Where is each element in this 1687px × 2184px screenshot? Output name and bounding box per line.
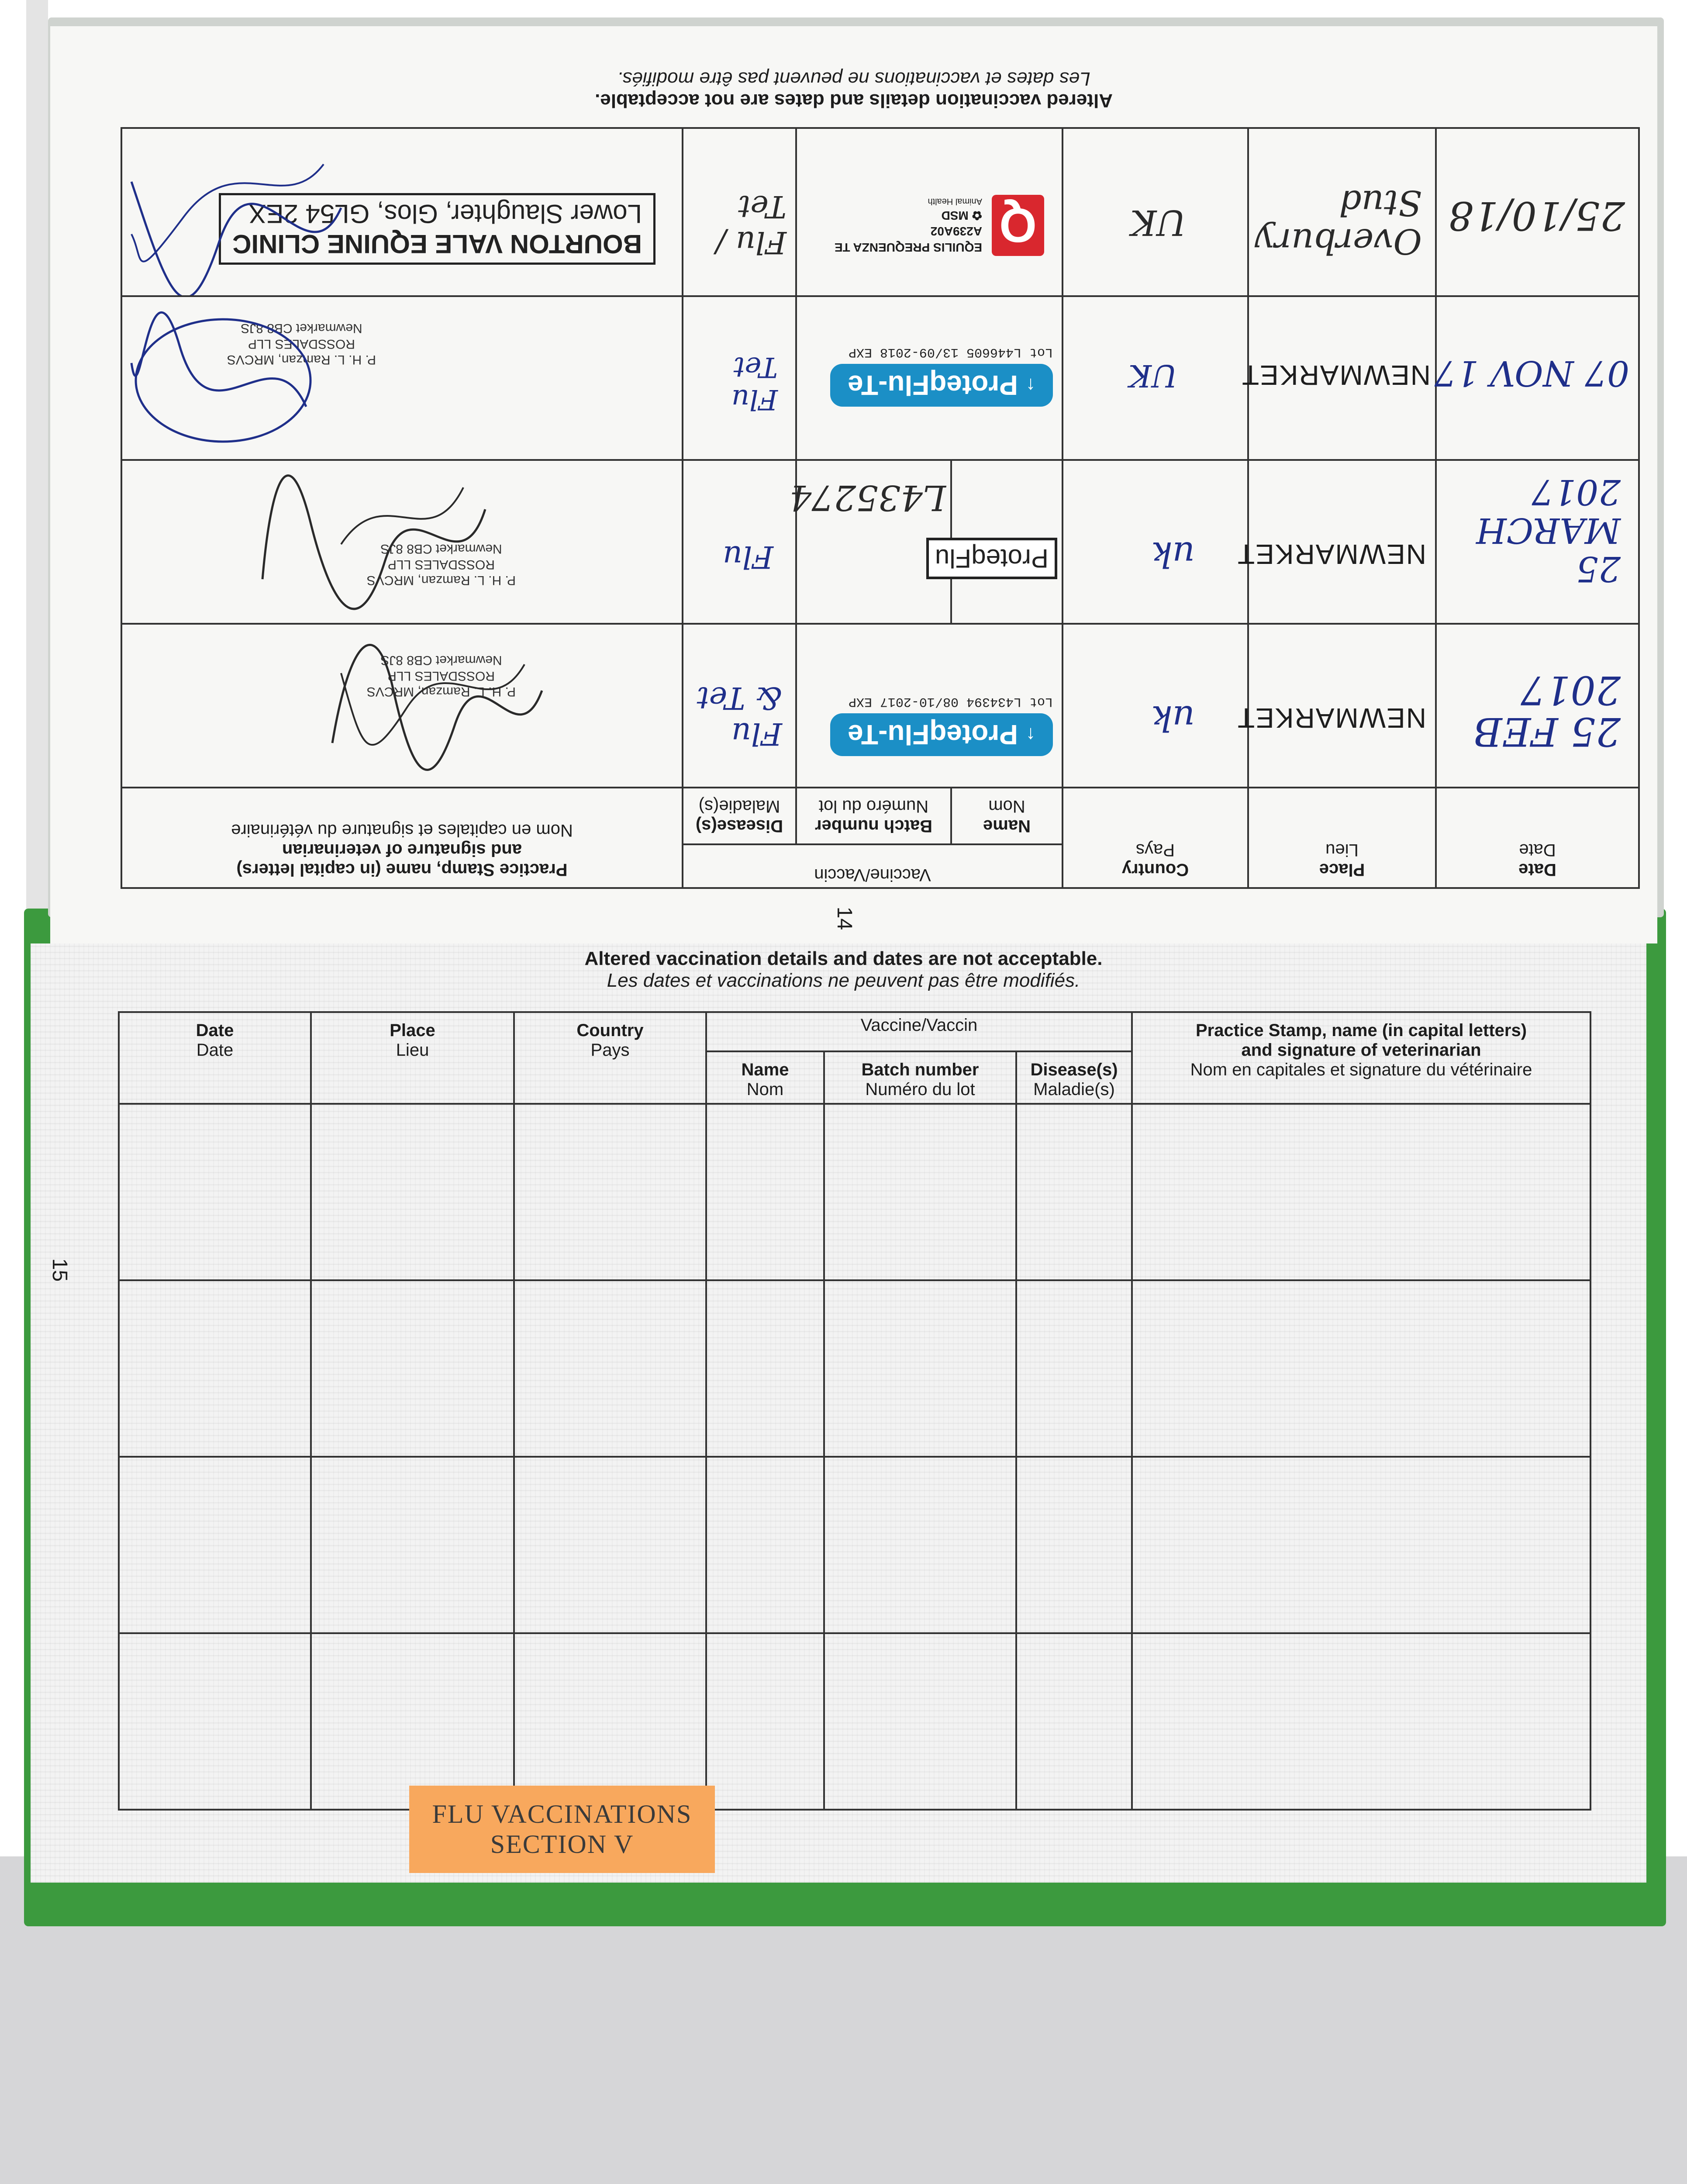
empty-cell <box>824 1280 1016 1457</box>
empty-cell <box>514 1633 706 1810</box>
header-batch: Batch number Numéro du lot <box>796 788 951 844</box>
empty-cell <box>1016 1280 1132 1457</box>
signature <box>123 129 350 295</box>
arrow-icon: ↑ <box>1026 375 1035 396</box>
vaccination-table-page-14 <box>121 127 1640 889</box>
empty-cell <box>706 1633 824 1810</box>
batch-cell: L435274 <box>796 460 951 624</box>
place-cell: NEWMARKET <box>1248 460 1436 624</box>
empty-cell <box>1016 1104 1132 1280</box>
vaccination-table-page-15 <box>118 1011 1591 1811</box>
header-name: Name Nom <box>706 1051 824 1104</box>
place-cell: NEWMARKET <box>1248 624 1436 788</box>
empty-cell <box>1132 1104 1590 1280</box>
notice-line-2: Les dates et vaccinations ne peuvent pas être modifiés. <box>617 68 1090 90</box>
empty-cell <box>706 1280 824 1457</box>
table-row <box>121 296 1639 460</box>
signature <box>254 461 498 619</box>
empty-cell <box>119 1104 311 1280</box>
vet-stamp: P. H. L. Ramzan, MRCVS ROSSDALES LLP Newmarket CB8 8JS <box>227 321 376 367</box>
table-row <box>121 624 1639 788</box>
date-cell: 25/10/18 <box>1436 128 1639 296</box>
empty-cell <box>119 1280 311 1457</box>
header-date: Date Date <box>119 1012 311 1104</box>
empty-cell <box>706 1457 824 1633</box>
vaccine-label-cell <box>796 296 1063 460</box>
header-place: Place Lieu <box>311 1012 514 1104</box>
table-row <box>121 460 1639 624</box>
header-date: Date Date <box>1436 788 1639 888</box>
stamp-cell <box>121 296 683 460</box>
header-disease: Disease(s) Maladie(s) <box>1016 1051 1132 1104</box>
signature <box>123 297 324 459</box>
page-14-content <box>50 26 1657 943</box>
place-cell: Overbury Stud <box>1248 128 1436 296</box>
q-logo-icon: Q <box>992 195 1044 256</box>
country-cell: uk <box>1063 460 1248 624</box>
header-batch: Batch number Numéro du lot <box>824 1051 1016 1104</box>
header-place: Place Lieu <box>1248 788 1436 888</box>
table-row <box>119 1280 1590 1457</box>
place-cell: NEWMARKET <box>1248 296 1436 460</box>
empty-cell <box>514 1280 706 1457</box>
table-row <box>119 1633 1590 1810</box>
page-15 <box>31 943 1646 1883</box>
date-cell: 07 NOV 17 <box>1436 296 1639 460</box>
signature <box>324 629 551 778</box>
empty-cell <box>824 1457 1016 1633</box>
country-cell: UK <box>1063 296 1248 460</box>
disease-cell: Flu <box>683 460 796 624</box>
msd-logo-icon: ✿ <box>972 208 982 222</box>
header-stamp: Practice Stamp, name (in capital letters) and signature of veterinarian Nom en capitales et signature du vétérinaire <box>121 788 683 888</box>
proteq-label: ↑ ProteqFlu-Te <box>830 713 1053 756</box>
country-cell: UK <box>1063 128 1248 296</box>
page-number: 15 <box>48 1258 72 1282</box>
vaccine-label-cell <box>796 128 1063 296</box>
empty-cell <box>824 1104 1016 1280</box>
notice <box>0 948 1687 992</box>
stamp-cell <box>121 128 683 296</box>
header-disease: Disease(s) Maladie(s) <box>683 788 796 844</box>
empty-cell <box>1016 1633 1132 1810</box>
page-14 <box>50 26 1657 943</box>
disease-cell: Flu Tet <box>683 296 796 460</box>
empty-cell <box>1132 1633 1590 1810</box>
empty-cell <box>514 1457 706 1633</box>
notice <box>50 68 1657 111</box>
batch-label: Lot L434394 08/10-2017 EXP <box>848 694 1053 709</box>
stamp-cell <box>121 624 683 788</box>
notice-line-2: Les dates et vaccinations ne peuvent pas être modifiés. <box>607 970 1080 991</box>
empty-cell <box>824 1633 1016 1810</box>
disease-cell: Flu & Tet <box>683 624 796 788</box>
table-row <box>119 1104 1590 1280</box>
proteq-label: ↑ ProteqFlu-Te <box>830 364 1053 407</box>
empty-cell <box>119 1633 311 1810</box>
empty-cell <box>311 1457 514 1633</box>
equilis-label: Q EQUILIS PREQUENZA TE A239A02 ✿ MSD Animal Health <box>835 195 1044 256</box>
table-row <box>121 128 1639 296</box>
vet-stamp: P. H. L. Ramzan, MRCVS ROSSDALES LLP Newmarket CB8 8JS <box>366 653 516 699</box>
empty-cell <box>119 1457 311 1633</box>
empty-cell <box>311 1104 514 1280</box>
empty-cell <box>706 1104 824 1280</box>
header-vaccine: Vaccine/Vaccin <box>683 844 1063 888</box>
table-row <box>119 1457 1590 1633</box>
header-vaccine: Vaccine/Vaccin <box>706 1012 1132 1051</box>
stamp-cell <box>121 460 683 624</box>
date-cell: 25 MARCH 2017 <box>1436 460 1639 624</box>
disease-cell: Flu / Tet <box>683 128 796 296</box>
vet-stamp: P. H. L. Ramzan, MRCVS ROSSDALES LLP Newmarket CB8 8JS <box>366 542 516 587</box>
empty-cell <box>311 1280 514 1457</box>
notice-line-1: Altered vaccination details and dates are not acceptable. <box>584 948 1103 969</box>
vaccine-label-cell <box>796 624 1063 788</box>
proteqflu-stamp: ProteqFlu <box>926 538 1057 579</box>
empty-cell <box>311 1633 514 1810</box>
page-number: 14 <box>832 906 856 930</box>
date-cell: 25 FEB 2017 <box>1436 624 1639 788</box>
notice-line-1: Altered vaccination details and dates are not acceptable. <box>595 90 1113 111</box>
header-country: Country Pays <box>514 1012 706 1104</box>
header-country: Country Pays <box>1063 788 1248 888</box>
empty-cell <box>1132 1280 1590 1457</box>
empty-cell <box>1132 1457 1590 1633</box>
header-stamp: Practice Stamp, name (in capital letters) and signature of veterinarian Nom en capitales et signature du vétérinaire <box>1132 1012 1590 1104</box>
batch-label: Lot L446605 13/09-2018 EXP <box>848 345 1053 359</box>
header-name: Name Nom <box>951 788 1063 844</box>
name-cell <box>935 460 1063 624</box>
arrow-icon: ↑ <box>1026 724 1035 746</box>
empty-cell <box>1016 1457 1132 1633</box>
empty-cell <box>514 1104 706 1280</box>
section-tab: FLU VACCINATIONS SECTION V <box>409 1786 715 1873</box>
country-cell: uk <box>1063 624 1248 788</box>
clinic-stamp: BOURTON VALE EQUINE CLINIC Lower Slaughter, Glos, GL54 2EX <box>219 193 655 265</box>
